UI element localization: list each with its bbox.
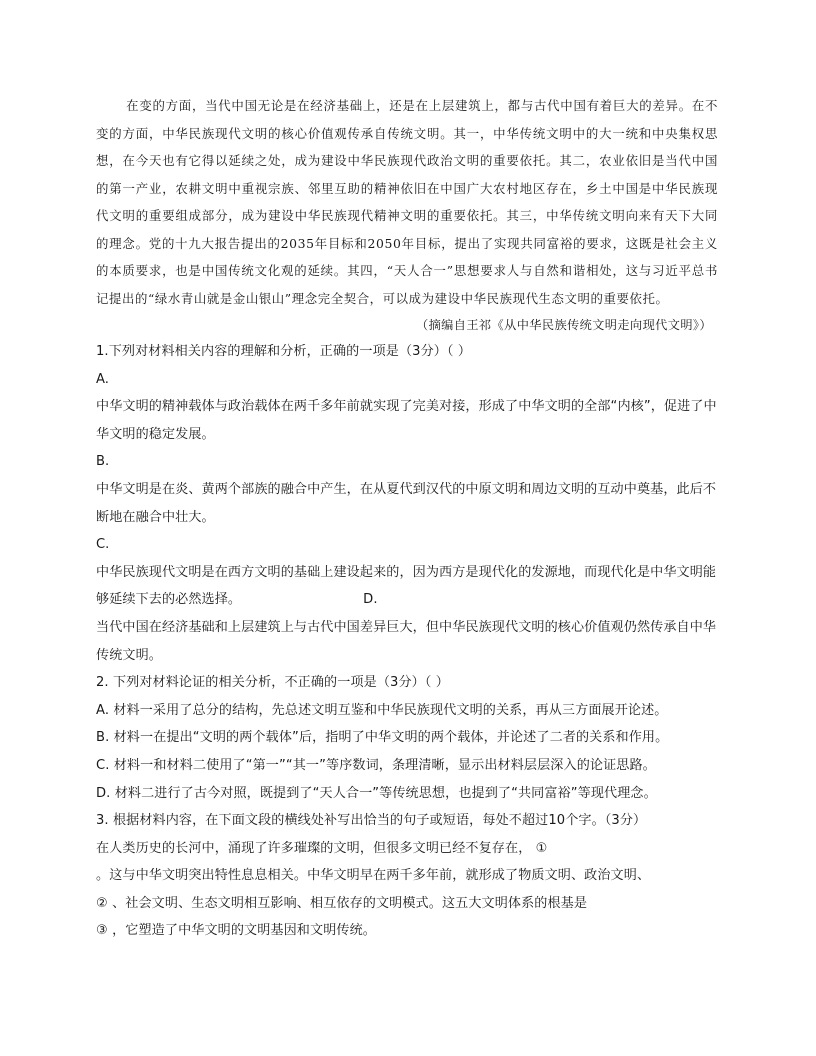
passage-text: 在变的方面，当代中国无论是在经济基础上，还是在上层建筑上，都与古代中国有着巨大的差异。在不变的方面，中华民族现代文明的核心价值观传承自传统文明。其一，中华传统文明中的大一统和中央集权思想，在今天也有它得以延续之处，成为建设中华民族现代政治文明的重要依托。其二，农业依旧是当代中国的第一产业，农耕文明中重视宗族、邻里互助的精神依旧在中国广大农村地区存在，乡土中国是中华民族现代文明的重要组成部分，成为建设中华民族现代精神文明的重要依托。其三，中华传统文明向来有天下大同的理念。党的十九大报告提出的2035年目标和2050年目标，提出了实现共同富裕的要求，这既是社会主义的本质要求，也是中国传统文化观的延续。其四，“天人合一”思想要求人与自然和谐相处，这与习近平总书记提出的“绿水青山就是金山银山”理念完全契合，可以成为建设中华民族现代生态文明的重要依托。 [96,98,718,306]
question-1-stem: 1.下列对材料相关内容的理解和分析，正确的一项是（3分）（ ） [96,344,472,359]
question-3-line-1: 在人类历史的长河中，涌现了许多璀璨的文明，但很多文明已经不复存在， ① [96,840,548,856]
question-1-option-d-label: D. [363,592,378,608]
passage-paragraph [96,92,718,312]
question-3-line-2: 。这与中华文明突出特性息息相关。中华文明早在两千多年前，就形成了物质文明、政治文明、 [96,868,651,884]
question-1-option-a-label: A. [96,371,109,387]
question-1-option-c-text [96,559,718,614]
question-3-stem: 3. 根据材料内容，在下面文段的横线处补写出恰当的句子或短语，每处不超过10个字。（3分） [96,813,647,829]
question-2-option-b: B. 材料一在提出“文明的两个载体”后，指明了中华文明的两个载体，并论述了二者的关系和作用。 [96,730,669,746]
question-2-option-c: C. 材料一和材料二使用了“第一”“其一”等序数词，条理清晰，显示出材料层层深入的论证思路。 [96,757,656,773]
question-2-option-d: D. 材料二进行了古今对照，既提到了“天人合一”等传统思想，也提到了“共同富裕”等现代理念。 [96,785,657,801]
question-3-line-3: ② 、社会文明、生态文明相互影响、相互依存的文明模式。这五大文明体系的根基是 [96,895,588,911]
question-1-option-b-label: B. [96,454,110,470]
question-1-option-b-text: 中华文明是在炎、黄两个部族的融合中产生，在从夏代到汉代的中原文明和周边文明的互动中奠基，此后不断地在融合中壮大。 [96,481,717,525]
question-1-option-c-body: 中华民族现代文明是在西方文明的基础上建设起来的，因为西方是现代化的发源地，而现代化是中华文明能够延续下去的必然选择。 [96,564,717,608]
question-1-option-a-text: 中华文明的精神载体与政治载体在两千多年前就实现了完美对接，形成了中华文明的全部“内核”，促进了中华文明的稳定发展。 [96,399,717,442]
passage-source: （摘编自王祁《从中华民族传统文明走向现代文明》） [416,318,712,332]
question-2-stem: 2. 下列对材料论证的相关分析，不正确的一项是（3分）（ ） [96,675,449,691]
question-1-option-c-label: C. [96,537,110,553]
question-2-option-a: A. 材料一采用了总分的结构，先总述文明互鉴和中华民族现代文明的关系，再从三方面展开论述。 [96,702,668,718]
question-1-option-d-text: 当代中国在经济基础和上层建筑上与古代中国差异巨大，但中华民族现代文明的核心价值观仍然传承自中华传统文明。 [96,619,717,663]
document-page [96,92,718,945]
question-3-line-4: ③ ，它塑造了中华文明的文明基因和文明传统。 [96,923,376,939]
